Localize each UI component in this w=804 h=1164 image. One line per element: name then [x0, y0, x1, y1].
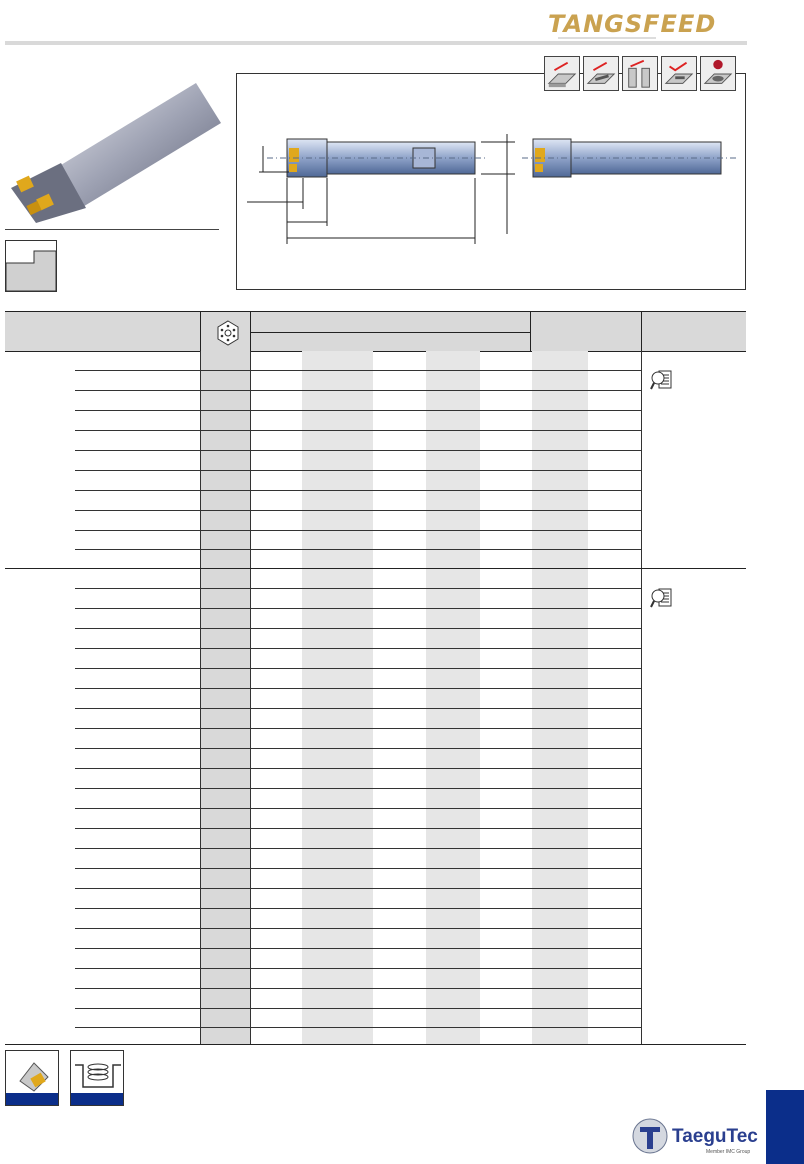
shaded-column — [302, 351, 373, 1045]
group-separator — [5, 568, 746, 569]
coolant-through-icon[interactable] — [70, 1050, 124, 1106]
photo-divider — [5, 229, 219, 230]
tangsfeed-logo — [546, 6, 746, 42]
tangsfeed-logo-text: TANGSFEED — [548, 10, 717, 38]
dimension-table — [0, 351, 804, 1045]
technical-drawing-frame — [236, 73, 746, 290]
shoulder-step-icon — [5, 240, 57, 292]
company-name: TaeguTec — [672, 1126, 758, 1147]
number-of-teeth-icon — [215, 320, 241, 346]
deep-slot-icon — [622, 56, 658, 91]
shaded-column — [532, 351, 588, 1045]
slotting-icon — [583, 56, 619, 91]
catalog-reference-icon[interactable] — [650, 369, 672, 391]
table-bottom-rule — [5, 1044, 746, 1045]
endmill-photo — [6, 78, 221, 223]
ramping-icon — [661, 56, 697, 91]
operation-icons — [544, 56, 736, 92]
table-header — [5, 311, 746, 352]
catalog-reference-icon[interactable] — [650, 587, 672, 609]
teeth-column — [200, 351, 250, 1045]
taegutec-logo — [630, 1112, 760, 1156]
helical-interpolation-icon — [700, 56, 736, 91]
section-side-tab — [766, 1090, 804, 1164]
endmill-technical-drawing — [237, 74, 745, 289]
shaded-column — [426, 351, 480, 1045]
shoulder-milling-icon — [544, 56, 580, 91]
company-subtitle: Member IMC Group — [706, 1149, 751, 1155]
header-rule — [5, 41, 747, 45]
insert-icon[interactable] — [5, 1050, 59, 1106]
